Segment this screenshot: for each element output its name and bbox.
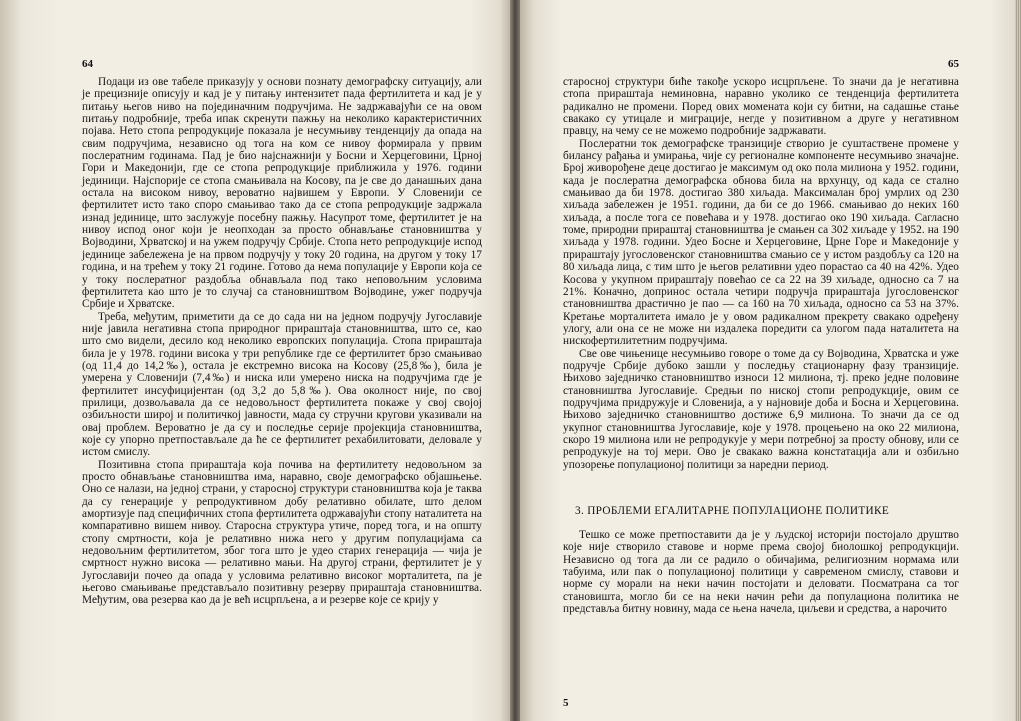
page-edge-right — [1015, 0, 1021, 721]
right-page-text — [563, 76, 959, 615]
book-gutter — [510, 0, 520, 721]
signature-mark: 5 — [563, 697, 569, 709]
left-paragraph-2: Треба, међутим, приметити да се до сада ни на једном подручју Југославије није јавила негативна стопа природног прираштаја становништва, што се, као што смо видели, десило код неколико европских популација. Стопа прираштаја била је у 1978. години висока у три републике где се фертилитет брзо смањивао (од 11,4 до 14,2‰), остала је екстремно висока на Косову (25,8‰), била је умерена у Словенији (7,4‰) и ниска или умерено ниска на подручјима где је фертилитет инсуфицијентан (од 3,2 до 5,8‰). Ова околност није, по свој прилици, дозвољавала да се недовољност фертилитета покаже у свој својој озбиљности широј и политичкој јавности, мада су стручни кругови указивали на овај проблем. Вероватно је да су и последње серије пројекција становништва, које су упорно претпостављале да ће се фертилитет рехабилитовати, деловале у истом смислу. — [82, 310, 482, 459]
left-paragraph-1: Подаци из ове табеле приказују у основи познату демографску ситуацију, али је прецизније описују и кад је у питању интензитет пада фертилитета и кад је у питању његов ниво на појединачним подручјима. Не задржавајући се на овом питању подробније, треба ипак скренути пажњу на неколико карактеристичних појава. Нето стопа репродукције показала је несумњиву тенденцију да опада на свим подручјима, независно од тога на ком се нивоу формирала у првим послератним годинама. Пад је био најснажнији у Босни и Херцеговини, Црној Гори и Македонији, где се стопа репродукције приближила у 1976. години јединици. Најспорије се стопа смањивала на Косову, па је све до данашњих дана остала на високом нивоу, вероватно највишем у Европи. У Словенији се фертилитет исто тако споро смањивао тако да се стопа репродукције задржала изнад јединице, што заслужује посебну пажњу. Насупрот томе, фертилитет је на нивоу испод оног који је неопходан за просто обнављање становништва у Војводини, Хрватској и на ужем подручју Србије. Стопа нето репродукције испод јединице забележена је на првом подручју у току 20 година, на другом у току 17 година, и на трећем у току 21 годинe. Готово да нема популације у Европи која се у току послератног раздобља обнављала под тако неповољним условима фертилитета као што је то случај са становништвом Војводине, ужег подручја Србије и Хрватске. — [82, 76, 482, 311]
left-paragraph-3: Позитивна стопа прираштаја која почива на фертилитету недовољном за просто обнављање становништва има, наравно, своје демографско објашњење. Оно се налази, на једној страни, у старосној структури становништва која је таква да су генерације у репродуктивном добу релативно обилате, што делом амортизује пад специфичних стопа фертилитета одржавајући стопу наталитета на компаративно вишем нивоу. Старосна структура утиче, поред тога, и на општу стопу смртности, која је релативно нижа него у другим популацијама са недовољним фертилитетом, због тога што је удео старих генерација — чија је смртност нужно висока — релативно мањи. На другој страни, фертилитет је у Југославији почео да опада у условима релативно високог морталитета, па је његово смањивање представљало позитивну резерву прираштаја становништва. Међутим, ова резерва као да је већ исцрпљена, а и резерве које се крију у — [82, 458, 482, 607]
right-paragraph-1: старосној структури биће такође ускоро исцрпљене. То значи да је негативна стопа прираштаја неминовна, наравно уколико се тенденција фертилитета радикално не промени. Поред ових момената који су битни, на садашње стање свакако су утицале и миграције, негде у позитивном а друге у негативном правцу, на чему се не можемо подробније задржавати. — [563, 76, 959, 138]
right-page-number: 65 — [948, 58, 959, 70]
right-page — [520, 0, 1021, 721]
section-heading: 3. ПРОБЛЕМИ ЕГАЛИТАРНЕ ПОПУЛАЦИОНЕ ПОЛИТИКЕ — [575, 505, 890, 517]
section-paragraph-1: Тешко се може претпоставити да је у људској историји постојало друштво које није створило ставове и норме према својој биолошкој репродукцији. Независно од тога да ли се радило о обичајима, религиозним нормама или табуима, или пак о популационој политици у савременом смислу, ставови и норме су морали на неки начин постојати и деловати. Посматрана са тог становишта, могло би се на неки начин рећи да популациона политика не представља битну новину, мада се њена начела, циљеви и средства, а нарочито — [563, 529, 959, 616]
right-paragraph-3: Све ове чињенице несумњиво говоре о томе да су Војводина, Хрватска и уже подручје Србије дубоко зашли у последњу стационарну фазу транзиције. Њихово заједничко становништво износи 12 милиона, тј. преко једне половине становништва Југославије. Средњи по ниској стопи репродукције, овим се подручјима придружује и Словенија, а у најновије доба и Босна и Херцеговина. Њихово заједничко становништво достиже 6,9 милиона. То значи да се од укупног становништва Југославије, које у 1978. процењено на око 22 милиона, скоро 19 милиона или не репродукује у мери потребној за просту обнову, или се репродукује на тој мери. Ово је свакако важна констатација али и озбиљно упозорење популационој политици за наредни период. — [563, 347, 959, 471]
left-page — [0, 0, 510, 721]
right-paragraph-2: Послератни ток демографске транзиције створио је суштаствене промене у билансу рађања и умирања, чије су регионалне компоненте несумњиво значајне. Број живорођене деце достигао је максимум од око пола милиона у 1952. години, када је послератна демографска обнова била на врхунцу, од када се стално смањивао да би 1978. достигао 380 хиљада. Максималан број умрлих од 230 хиљада забележен је 1951. години, да би се до 1966. смањивао до неких 160 хиљада, а после тога се повећава и у 1978. достигао око 190 хиљада. Сагласно томе, природни прираштај становништва је смањен са 302 хиљаде у 1952. на 190 хиљада у 1978. години. Удео Босне и Херцеговине, Црне Горе и Македоније у прираштају југословенског становништва смањио се у истом раздобљу са 120 на 80 хиљада лица, с тим што је његов релативни удео порастао са 40 на 42%. Удео Косова у укупном прираштају повећао се са 22 на 39 хиљаде, односно са 7 на 21%. Коначно, допринос остала четири подручја прираштаја југословенског становништва драстично је пао — са 160 на 70 хиљада, односно са 53 на 37%. Кретање морталитета имало је у овом радикалном прекрету свакако одређену улогу, али она се не може ни издалека поредити са улогом пада наталитета на нискофертилитетним подручјима. — [563, 137, 959, 348]
left-page-number: 64 — [82, 58, 93, 70]
left-page-text — [82, 76, 482, 607]
